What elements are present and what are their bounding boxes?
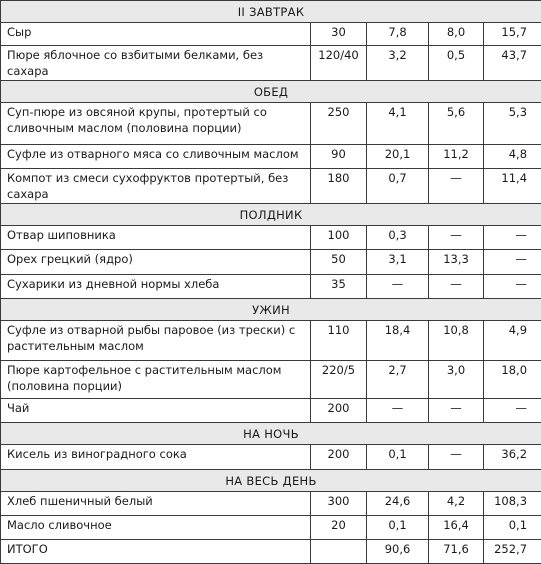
section-header-night: НА НОЧЬ [1, 423, 541, 445]
value-cell-1: 24,6 [367, 492, 429, 516]
section-row [1, 204, 541, 226]
amount-cell: 90 [311, 145, 367, 169]
amount-cell: 200 [311, 445, 367, 470]
total-label: ИТОГО [1, 540, 311, 564]
amount-cell: 50 [311, 250, 367, 275]
total-amount-cell [311, 540, 367, 564]
food-name: Суфле из отварной рыбы паровое (из трески) с растительным маслом [1, 321, 311, 361]
food-name: Суп-пюре из овсяной крупы, протертый со сливочным маслом (половина порции) [1, 103, 311, 145]
table-row [1, 516, 541, 540]
value-cell-2: — [429, 169, 484, 204]
food-name: Сухарики из дневной нормы хлеба [1, 275, 311, 299]
value-cell-1: 0,7 [367, 169, 429, 204]
amount-cell: 30 [311, 23, 367, 46]
table-row [1, 46, 541, 81]
total-value-1: 90,6 [367, 540, 429, 564]
value-cell-1: 0,1 [367, 516, 429, 540]
section-header-dinner: УЖИН [1, 299, 541, 321]
value-cell-3: — [484, 399, 541, 423]
value-cell-3: — [484, 250, 541, 275]
value-cell-2: — [429, 445, 484, 470]
value-cell-1: 20,1 [367, 145, 429, 169]
total-value-3: 252,7 [484, 540, 541, 564]
value-cell-3: 11,4 [484, 169, 541, 204]
amount-cell: 120/40 [311, 46, 367, 81]
amount-cell: 180 [311, 169, 367, 204]
table-row [1, 399, 541, 423]
amount-cell: 110 [311, 321, 367, 361]
table-row [1, 250, 541, 275]
value-cell-3: 5,3 [484, 103, 541, 145]
food-name: Сыр [1, 23, 311, 46]
table-row [1, 321, 541, 361]
table-row [1, 445, 541, 470]
food-name: Чай [1, 399, 311, 423]
value-cell-1: — [367, 399, 429, 423]
section-row [1, 81, 541, 103]
value-cell-3: 18,0 [484, 361, 541, 399]
value-cell-2: 5,6 [429, 103, 484, 145]
value-cell-1: 0,3 [367, 226, 429, 250]
amount-cell: 300 [311, 492, 367, 516]
amount-cell: 250 [311, 103, 367, 145]
food-name: Масло сливочное [1, 516, 311, 540]
section-row [1, 423, 541, 445]
value-cell-2: 13,3 [429, 250, 484, 275]
food-name: Суфле из отварного мяса со сливочным маслом [1, 145, 311, 169]
value-cell-2: — [429, 275, 484, 299]
value-cell-2: 4,2 [429, 492, 484, 516]
table-row [1, 275, 541, 299]
table-row [1, 103, 541, 145]
value-cell-3: — [484, 226, 541, 250]
table-row [1, 145, 541, 169]
value-cell-2: 16,4 [429, 516, 484, 540]
value-cell-2: 3,0 [429, 361, 484, 399]
total-row [1, 540, 541, 564]
value-cell-1: 3,1 [367, 250, 429, 275]
food-name: Орех грецкий (ядро) [1, 250, 311, 275]
value-cell-2: — [429, 399, 484, 423]
food-name: Отвар шиповника [1, 226, 311, 250]
amount-cell: 35 [311, 275, 367, 299]
value-cell-2: 0,5 [429, 46, 484, 81]
value-cell-3: — [484, 275, 541, 299]
value-cell-2: 11,2 [429, 145, 484, 169]
total-value-2: 71,6 [429, 540, 484, 564]
table-row [1, 226, 541, 250]
value-cell-2: — [429, 226, 484, 250]
section-header-whole-day: НА ВЕСЬ ДЕНЬ [1, 470, 541, 492]
value-cell-1: 7,8 [367, 23, 429, 46]
table-row [1, 492, 541, 516]
section-header-lunch: ОБЕД [1, 81, 541, 103]
value-cell-1: 4,1 [367, 103, 429, 145]
section-row [1, 1, 541, 23]
value-cell-3: 15,7 [484, 23, 541, 46]
amount-cell: 200 [311, 399, 367, 423]
value-cell-3: 4,8 [484, 145, 541, 169]
table-row [1, 169, 541, 204]
food-name: Хлеб пшеничный белый [1, 492, 311, 516]
value-cell-2: 8,0 [429, 23, 484, 46]
food-name: Компот из смеси сухофруктов протертый, без сахара [1, 169, 311, 204]
table-row [1, 23, 541, 46]
value-cell-1: 2,7 [367, 361, 429, 399]
amount-cell: 20 [311, 516, 367, 540]
value-cell-1: 3,2 [367, 46, 429, 81]
amount-cell: 100 [311, 226, 367, 250]
value-cell-3: 43,7 [484, 46, 541, 81]
food-name: Пюре яблочное со взбитыми белками, без сахара [1, 46, 311, 81]
value-cell-2: 10,8 [429, 321, 484, 361]
value-cell-3: 36,2 [484, 445, 541, 470]
value-cell-3: 108,3 [484, 492, 541, 516]
section-header-breakfast2: II ЗАВТРАК [1, 1, 541, 23]
food-name: Пюре картофельное с растительным маслом (половина порции) [1, 361, 311, 399]
value-cell-1: 0,1 [367, 445, 429, 470]
section-row [1, 470, 541, 492]
value-cell-3: 0,1 [484, 516, 541, 540]
section-header-snack: ПОЛДНИК [1, 204, 541, 226]
value-cell-3: 4,9 [484, 321, 541, 361]
value-cell-1: 18,4 [367, 321, 429, 361]
food-name: Кисель из виноградного сока [1, 445, 311, 470]
amount-cell: 220/5 [311, 361, 367, 399]
value-cell-1: — [367, 275, 429, 299]
section-row [1, 299, 541, 321]
table-row [1, 361, 541, 399]
